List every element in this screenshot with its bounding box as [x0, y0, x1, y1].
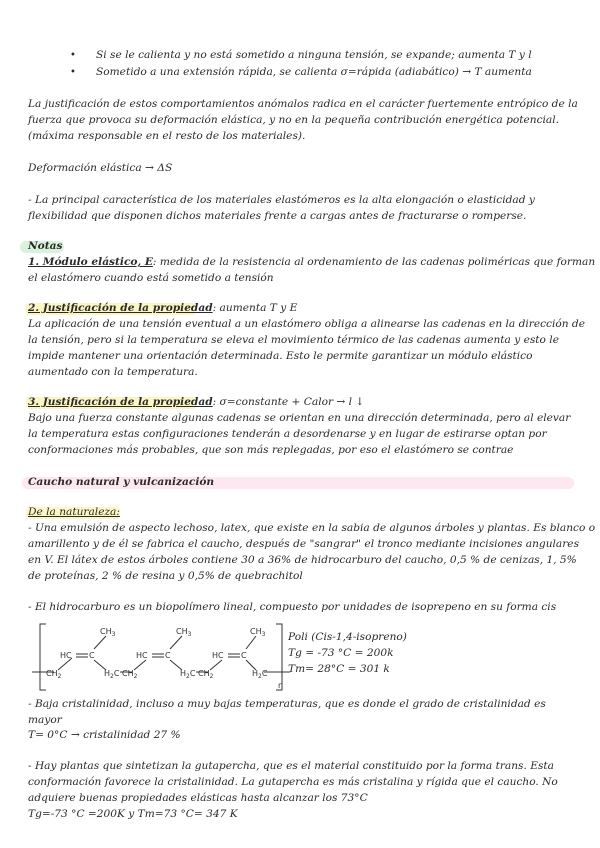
n-subscript: n	[278, 681, 284, 690]
c-label: C	[89, 651, 95, 660]
note-3	[28, 394, 364, 410]
bullet-item: Sometido a una extensión rápida, se calienta σ=rápida (adiabático) → T aumenta	[96, 66, 532, 78]
ch2-label: $CH_2$	[122, 669, 138, 680]
deformation-line: Deformación elástica → ΔS	[28, 162, 173, 174]
ch2-label: $CH_2$	[46, 669, 62, 680]
ch3-label: $CH_3$	[100, 627, 116, 638]
note-3-line: conformaciones más probables, que son más replegadas, por eso el elastómero se contrae	[28, 444, 514, 456]
nature-line: de proteínas, 2 % de resina y 0,5% de quebrachitol	[28, 570, 303, 582]
hc-label: HC	[212, 651, 224, 660]
bullet-item: Si se le calienta y no está sometido a ninguna tensión, se expande; aumenta T y l	[96, 49, 532, 61]
nature-line: amarillento y de él se fabrica el caucho, después de "sangrar" el tronco mediante incisiones angulares	[28, 538, 580, 550]
note-3-line: Bajo una fuerza constante algunas cadenas se orientan en una dirección determinada, pero al elevar	[28, 412, 571, 424]
note-1-line: el elastómero cuando está sometido a tensión	[28, 272, 274, 284]
crystallinity-line: mayor	[28, 714, 62, 726]
notes-heading: Notas	[28, 240, 63, 252]
hydrocarbon-line: - El hidrocarburo es un biopolímero lineal, compuesto por unidades de isoprepeno en su forma cis	[28, 601, 557, 613]
note-1-label: 1. Módulo elástico, E	[28, 256, 153, 268]
isoprene-structure-diagram	[28, 620, 328, 700]
c-label: C	[241, 651, 247, 660]
ch3-label: $CH_3$	[250, 627, 266, 638]
note-2-label: 2. Justificación de la propiedad	[28, 302, 213, 314]
nature-line: - Una emulsión de aspecto lechoso, latex, que existe en la sabia de algunos árboles y plantas. Es blanco o	[28, 522, 596, 534]
nature-heading: De la naturaleza:	[28, 506, 120, 518]
note-3-line: la temperatura estas configuraciones tenderán a desordenarse y en lugar de estirarse optan por	[28, 428, 547, 440]
paragraph-line: (máxima responsable en el resto de los materiales).	[28, 130, 306, 142]
h2c-label: $H_2C$	[104, 669, 120, 680]
note-3-label: 3. Justificación de la propiedad	[28, 396, 213, 408]
hc-label: HC	[136, 651, 148, 660]
structure-note: Tm= 28°C = 301 k	[288, 663, 390, 675]
paragraph-line: flexibilidad que disponen dichos materiales frente a cargas antes de fracturarse o romperse.	[28, 210, 527, 222]
gutta-line: adquiere buenas propiedades elásticas hasta alcanzar los 73°C	[28, 792, 368, 804]
structure-note: Tg = -73 °C = 200k	[288, 647, 394, 659]
paragraph-line: fuerza que provoca su deformación elástica, y no en la pequeña contribución energética potencial.	[28, 114, 559, 126]
c-label: C	[165, 651, 171, 660]
note-2-text: : aumenta T y E	[212, 302, 298, 314]
h2c-label: $H_2C$	[252, 669, 268, 680]
gutta-line: conformación favorece la cristalinidad. La gutapercha es más cristalina y rígida que el caucho. No	[28, 776, 558, 788]
bullet-dot: •	[70, 67, 76, 78]
h2c-label: $H_2C$	[180, 669, 196, 680]
ch2-label: $CH_2$	[198, 669, 214, 680]
hc-label: HC	[60, 651, 72, 660]
ch3-label: $CH_3$	[176, 627, 192, 638]
note-1-text: : medida de la resistencia al ordenamiento de las cadenas poliméricas que forman	[152, 256, 596, 268]
note-2-line: la tensión, pero si la temperatura se eleva el movimiento térmico de las cadenas aumenta y esto le	[28, 334, 559, 346]
crystallinity-line: - Baja cristalinidad, incluso a muy bajas temperaturas, que es donde el grado de cristalinidad es	[28, 698, 546, 710]
note-2	[28, 300, 297, 316]
section-title: Caucho natural y vulcanización	[28, 476, 215, 488]
nature-line: en V. El látex de estos árboles contiene 30 a 36% de hidrocarburo del caucho, 0,5 % de cenizas, 1, 5%	[28, 554, 577, 566]
note-2-line: aumentado con la temperatura.	[28, 366, 198, 378]
note-2-line: La aplicación de una tensión eventual a un elastómero obliga a alinearse las cadenas en la dirección de	[28, 318, 585, 330]
paragraph-line: - La principal característica de los materiales elastómeros es la alta elongación o elasticidad y	[28, 194, 535, 206]
paragraph-line: La justificación de estos comportamientos anómalos radica en el carácter fuertemente entrópico de la	[28, 98, 578, 110]
note-2-line: impide mantener una orientación determinada. Esto le permite garantizar un módulo elástico	[28, 350, 533, 362]
gutta-line: Tg=-73 °C =200K y Tm=73 °C= 347 K	[28, 808, 238, 820]
bullet-dot: •	[70, 50, 76, 61]
note-1	[28, 254, 595, 270]
gutta-line: - Hay plantas que sintetizan la gutapercha, que es el material constituido por la forma trans. Esta	[28, 760, 554, 772]
structure-note: Poli (Cis-1,4-isopreno)	[288, 631, 407, 643]
crystallinity-line: T= 0°C → cristalinidad 27 %	[28, 729, 181, 741]
note-3-text: : σ=constante + Calor → l ↓	[212, 396, 365, 408]
